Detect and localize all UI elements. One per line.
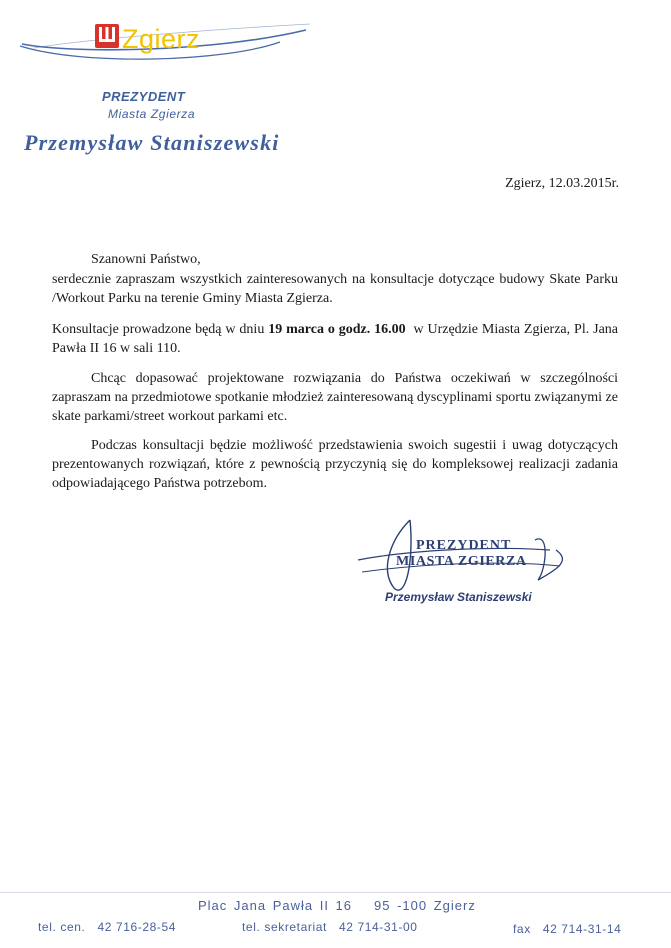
footer-street: Plac Jana Pawła II 16 xyxy=(198,898,353,913)
stamp-signatory-name: Przemysław Staniszewski xyxy=(385,590,532,604)
footer-phone-main-number: 42 716-28-54 xyxy=(97,920,177,934)
footer-fax-label: fax xyxy=(513,922,531,936)
footer-fax xyxy=(513,922,621,936)
greeting: Szanowni Państwo, xyxy=(91,252,201,267)
footer-address xyxy=(198,898,476,913)
place-and-date: Zgierz, 12.03.2015r. xyxy=(505,176,619,191)
paragraph-audience: Chcąc dopasować projektowane rozwiązania do Państwa oczekiwań w szczególności zapraszam na przedmiotowe spotkanie młodzież zainteresowaną dyscyplinami sportu związanymi ze skate parkami/street workout parkami etc. xyxy=(52,371,618,424)
paragraph-closing: Podczas konsultacji będzie możliwość przedstawienia swoich sugestii i uwag dotyczących prezentowanych rozwiązań, które z pewnością przyczynią się do kompleksowej realizacji zadania odpowiadającego Państwa potrzebom. xyxy=(52,438,618,491)
logo-wordmark: Zgierz xyxy=(122,24,201,54)
paragraph-schedule xyxy=(52,320,622,358)
footer-phone-main xyxy=(38,920,176,934)
paragraph-schedule-start: Konsultacje prowadzone będą w dniu xyxy=(52,322,269,337)
footer-phone-secretariat xyxy=(242,920,418,934)
paragraph-schedule-end: w Urzędzie Miasta Zgierza, Pl. Jana Pawła II 16 w sali 110. xyxy=(52,322,622,356)
president-name: Przemysław Staniszewski xyxy=(24,130,280,155)
footer-phone-main-label: tel. cen. xyxy=(38,920,86,934)
president-title: PREZYDENT xyxy=(102,89,186,104)
stamp-title: PREZYDENT xyxy=(416,538,512,553)
signature-stamp xyxy=(350,510,590,610)
footer-postal: 95 -100 Zgierz xyxy=(374,898,476,913)
president-city: Miasta Zgierza xyxy=(108,107,196,121)
footer-phone-secretariat-number: 42 714-31-00 xyxy=(338,920,418,934)
stamp-city: MIASTA ZGIERZA xyxy=(396,554,527,569)
paragraph-invitation: serdecznie zapraszam wszystkich zainteresowanych na konsultacje dotyczące budowy Skate Parku /Workout Parku na terenie Gminy Miasta Zgierza. xyxy=(52,272,618,306)
paragraph-schedule-date: 19 marca o godz. 16.00 xyxy=(268,322,406,337)
city-logo xyxy=(14,8,314,78)
footer-fax-number: 42 714-31-14 xyxy=(542,922,622,936)
city-crest-icon xyxy=(94,22,120,50)
footer-divider xyxy=(0,892,671,893)
footer-phone-secretariat-label: tel. sekretariat xyxy=(242,920,327,934)
